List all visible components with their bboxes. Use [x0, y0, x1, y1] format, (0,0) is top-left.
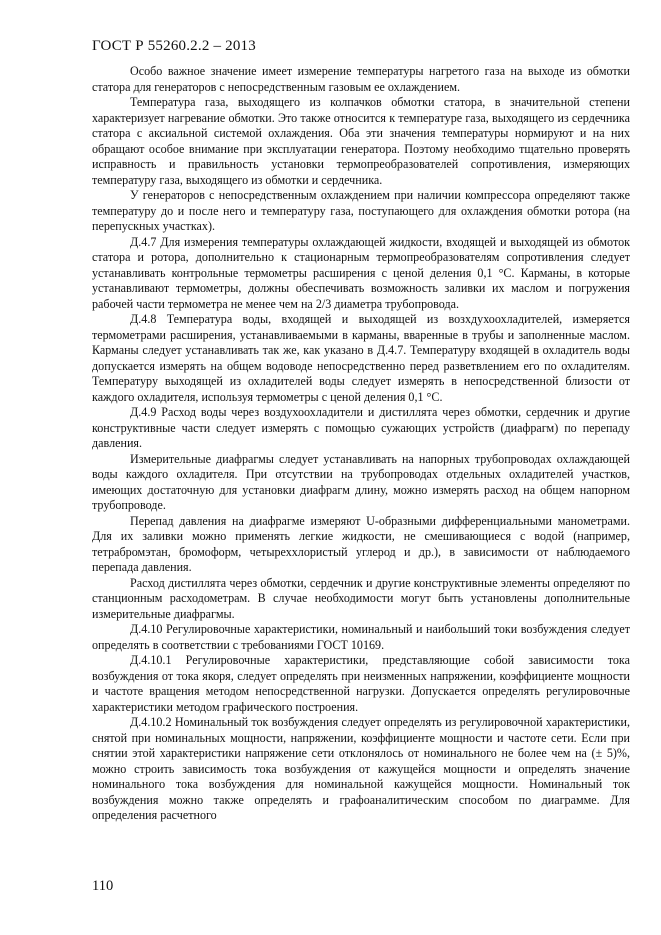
paragraph: Расход дистиллята через обмотки, сердечник и другие конструктивные элементы определяют по станционным расходометрам. В случае необходимости могут быть установлены дополнительные измерительные диафрагмы. [92, 575, 630, 621]
paragraph: Температура газа, выходящего из колпачков обмотки статора, в значительной степени характеризует нагревание обмотки. Это также относится к температуре газа, выходящего из сердечника статора с аксиальной системой охлаждения. Оба эти значения температуры нормируют и на них обращают особое внимание при эксплуатации генератора. Поэтому необходимо тщательно проверять исправность и правильность установки термопреобразователей сопротивления, измеряющих температуру газа, выходящего из обмотки и сердечника. [92, 95, 630, 187]
page-number: 110 [92, 878, 114, 894]
paragraph: У генераторов с непосредственным охлаждением при наличии компрессора определяют также температуру до и после него и температуру газа, поступающего для охлаждения обмотки ротора (на перепускных участках). [92, 188, 630, 233]
paragraph-d-4-10: Д.4.10 Регулировочные характеристики, номинальный и наибольший токи возбуждения следует определять в соответствии с требованиями ГОСТ 10169. [92, 622, 630, 652]
body-text [92, 64, 630, 824]
paragraph-d-4-10-1: Д.4.10.1 Регулировочные характеристики, представляющие собой зависимости тока возбуждения от тока якоря, следует определять при неизменных напряжении, коэффициенте мощности и частоте вращения методом непосредственной нагрузки. Допускается определять регулировочные характеристики методом графического построения. [92, 653, 630, 714]
paragraph-d-4-7: Д.4.7 Для измерения температуры охлаждающей жидкости, входящей и выходящей из обмоток статора и ротора, дополнительно к стационарным термопреобразователям сопротивления следует устанавливать контрольные термометры расширения с ценой деления 0,1 °С. Карманы, в которые устанавливают термометры, должны обеспечивать возможность заливки их маслом и погружения рабочей части термометра не менее чем на 2/3 диаметра трубопровода. [92, 234, 630, 311]
paragraph: Измерительные диафрагмы следует устанавливать на напорных трубопроводах охлаждающей воды каждого охладителя. При отсутствии на трубопроводах отдельных охладителей участков, имеющих достаточную для установки диафрагм длину, можно измерять расход на общем напорном трубопроводе. [92, 451, 630, 512]
paragraph-d-4-9: Д.4.9 Расход воды через воздухоохладители и дистиллята через обмотки, сердечник и другие конструктивные части следует измерять с помощью сужающих устройств (диафрагм) по перепаду давления. [92, 405, 630, 450]
paragraph-d-4-8: Д.4.8 Температура воды, входящей и выходящей из возхдухоохладителей, измеряется термометрами расширения, устанавливаемыми в карманы, вваренные в трубы и заполненные маслом. Карманы следует устанавливать так же, как указано в Д.4.7. Температуру входящей в охладитель воды допускается измерять на общем водоводе непосредственно перед разветвлением его по охладителям. Температуру выходящей из охладителей воды следует измерять в непосредственной близости от каждого охладителя, используя термометры с ценой деления 0,1 °С. [92, 312, 630, 404]
paragraph-d-4-10-2: Д.4.10.2 Номинальный ток возбуждения следует определять из регулировочной характеристики, снятой при номинальных мощности, напряжении, коэффициенте мощности и частоте сети. Если при снятии этой характеристики напряжение сети отклонялось от номинального не более чем на (± 5)%, можно строить зависимость тока возбуждения от кажущейся мощности и определять значение номинального тока возбуждения для номинальной кажущейся мощности. Номинальный ток возбуждения можно также определять и графоаналитическим способом по диаграмме. Для определения расчетного [92, 715, 630, 822]
paragraph: Перепад давления на диафрагме измеряют U-образными дифференциальными манометрами. Для их заливки можно применять легкие жидкости, не смешивающиеся с водой (например, тетрабромэтан, бромоформ, четыреххлористый углерод и др.), в зависимости от наблюдаемого перепада давления. [92, 513, 630, 574]
paragraph: Особо важное значение имеет измерение температуры нагретого газа на выходе из обмотки статора для генераторов с непосредственным газовым ее охлаждением. [92, 64, 630, 94]
page-header-standard: ГОСТ Р 55260.2.2 – 2013 [92, 38, 256, 54]
